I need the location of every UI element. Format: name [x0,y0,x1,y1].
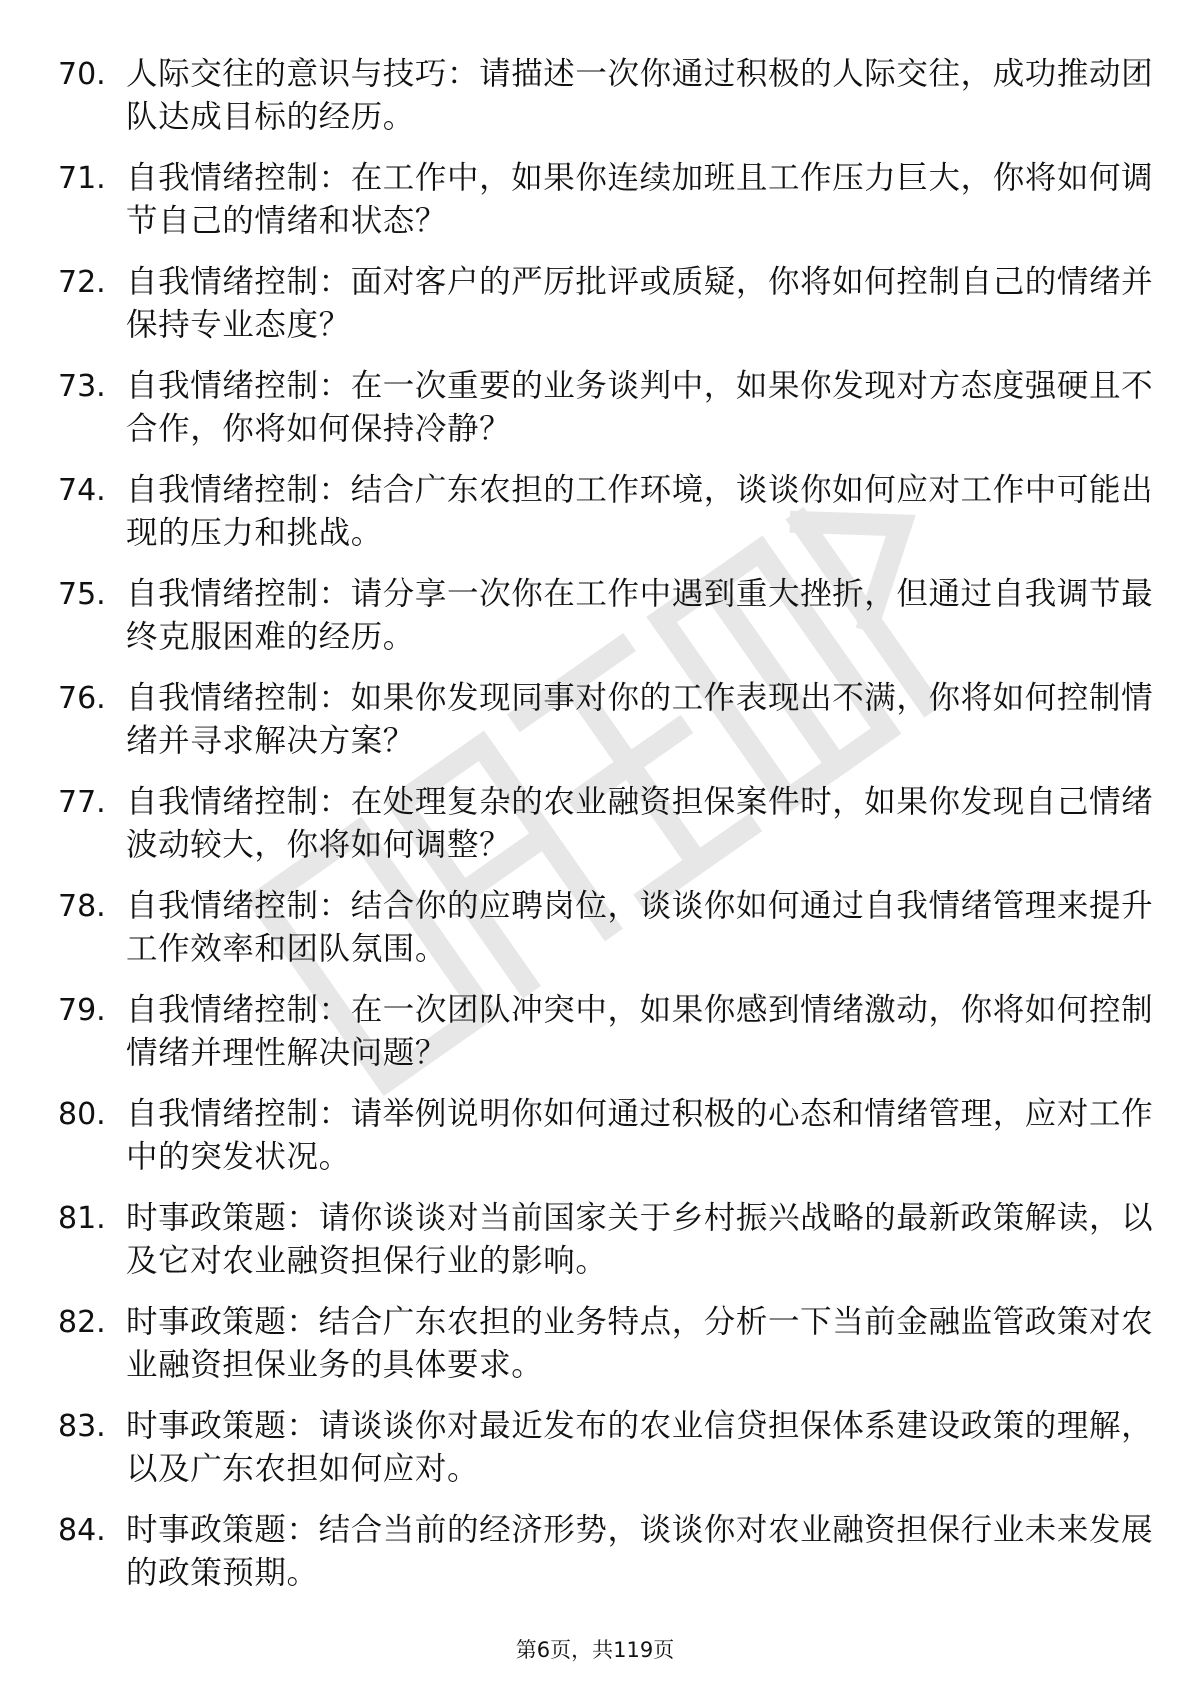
question-text: 自我情绪控制：请分享一次你在工作中遇到重大挫折，但通过自我调节最终克服困难的经历。 [126,576,1154,655]
question-number: 76. [58,681,106,716]
question-text: 自我情绪控制：面对客户的严厉批评或质疑，你将如何控制自己的情绪并保持专业态度？ [126,264,1154,343]
question-number: 82. [58,1305,106,1340]
page-number: 第6页，共119页 [515,1638,675,1662]
question-text: 时事政策题：请你谈谈对当前国家关于乡村振兴战略的最新政策解读，以及它对农业融资担保行业的影响。 [126,1200,1154,1279]
question-item [58,157,1154,261]
question-item [58,781,1154,885]
question-list [58,53,1154,1613]
question-number: 81. [58,1201,106,1236]
question-number: 84. [58,1513,106,1548]
question-text: 人际交往的意识与技巧：请描述一次你通过积极的人际交往，成功推动团队达成目标的经历。 [126,56,1154,135]
question-number: 70. [58,57,106,92]
question-item [58,1509,1154,1613]
question-item [58,261,1154,365]
question-text: 自我情绪控制：请举例说明你如何通过积极的心态和情绪管理，应对工作中的突发状况。 [126,1096,1154,1175]
question-text: 自我情绪控制：如果你发现同事对你的工作表现出不满，你将如何控制情绪并寻求解决方案？ [126,680,1154,759]
question-text: 自我情绪控制：在一次团队冲突中，如果你感到情绪激动，你将如何控制情绪并理性解决问题？ [126,992,1154,1071]
question-item [58,573,1154,677]
question-number: 72. [58,265,106,300]
question-text: 时事政策题：结合广东农担的业务特点，分析一下当前金融监管政策对农业融资担保业务的具体要求。 [126,1304,1154,1383]
question-number: 71. [58,161,106,196]
question-text: 时事政策题：结合当前的经济形势，谈谈你对农业融资担保行业未来发展的政策预期。 [126,1512,1154,1591]
question-number: 77. [58,785,106,820]
question-text: 自我情绪控制：结合广东农担的工作环境，谈谈你如何应对工作中可能出现的压力和挑战。 [126,472,1154,551]
question-item [58,885,1154,989]
question-item [58,1301,1154,1405]
question-item [58,1093,1154,1197]
question-number: 83. [58,1409,106,1444]
question-item [58,1405,1154,1509]
question-text: 自我情绪控制：在处理复杂的农业融资担保案件时，如果你发现自己情绪波动较大，你将如何调整？ [126,784,1154,863]
question-number: 75. [58,577,106,612]
question-item [58,469,1154,573]
question-text: 自我情绪控制：在工作中，如果你连续加班且工作压力巨大，你将如何调节自己的情绪和状态？ [126,160,1154,239]
question-item [58,989,1154,1093]
question-number: 79. [58,993,106,1028]
question-number: 80. [58,1097,106,1132]
question-item [58,365,1154,469]
question-text: 自我情绪控制：在一次重要的业务谈判中，如果你发现对方态度强硬且不合作，你将如何保持冷静？ [126,368,1154,447]
question-number: 74. [58,473,106,508]
question-text: 自我情绪控制：结合你的应聘岗位，谈谈你如何通过自我情绪管理来提升工作效率和团队氛围。 [126,888,1154,967]
question-item [58,677,1154,781]
question-number: 78. [58,889,106,924]
question-number: 73. [58,369,106,404]
question-text: 时事政策题：请谈谈你对最近发布的农业信贷担保体系建设政策的理解，以及广东农担如何应对。 [126,1408,1154,1487]
question-item [58,1197,1154,1301]
question-item [58,53,1154,157]
